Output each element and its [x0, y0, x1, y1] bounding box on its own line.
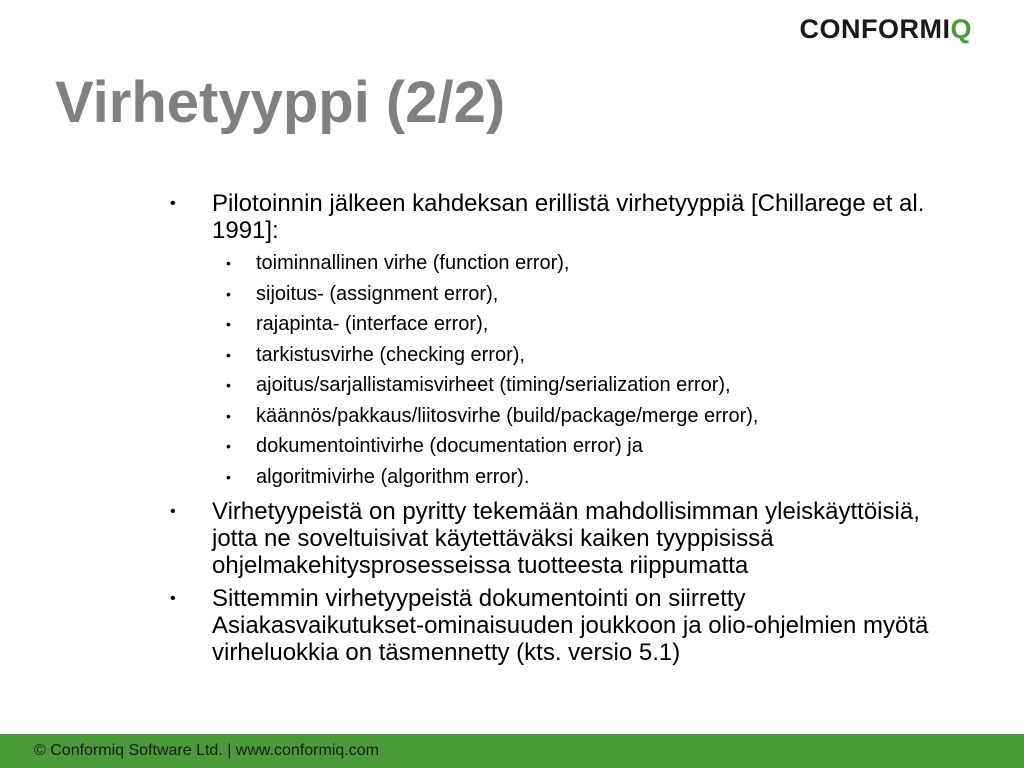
bullet-list	[170, 190, 950, 666]
sub-bullet-item	[212, 309, 950, 340]
sub-bullet-marker: •	[226, 285, 231, 302]
bullet-marker: •	[170, 590, 176, 607]
sub-bullet-marker: •	[226, 316, 231, 332]
bullet-text: Virhetyypeistä on pyritty tekemään mahdollisimman yleiskäyttöisiä, jotta ne soveltuisivat käytettäväksi kaiken tyyppisissä ohjelmakehitysprosesseissa tuotteesta riippumatta	[212, 498, 920, 579]
sub-bullet-item	[212, 279, 950, 310]
sub-bullet-item	[212, 401, 950, 432]
sub-bullet-list	[212, 248, 950, 492]
sub-bullet-text: algoritmivirhe (algorithm error).	[256, 465, 530, 488]
sub-bullet-text: rajapinta- (interface error),	[256, 313, 489, 335]
sub-bullet-marker: •	[226, 255, 231, 271]
bullet-text: Sittemmin virhetyypeistä dokumentointi on siirretty Asiakasvaikutukset-ominaisuuden joukkoon ja olio-ohjelmien myötä virheluokkia on täsmennetty (kts. versio 5.1)	[212, 585, 929, 666]
sub-bullet-text: toiminnallinen virhe (function error),	[256, 252, 570, 274]
slide-title: Virhetyyppi (2/2)	[55, 70, 506, 135]
sub-bullet-marker: •	[226, 377, 231, 393]
sub-bullet-item	[212, 248, 950, 279]
sub-bullet-text: käännös/pakkaus/liitosvirhe (build/package/merge error),	[256, 404, 759, 427]
footer-bar	[0, 734, 1024, 768]
bullet-text: Pilotoinnin jälkeen kahdeksan erillistä virhetyyppiä [Chillarege et al. 1991]:	[212, 190, 925, 244]
logo-accent-letter: Q	[950, 14, 972, 44]
sub-bullet-item	[212, 431, 950, 462]
conformiq-logo	[800, 12, 973, 46]
bullet-item	[170, 585, 950, 666]
sub-bullet-text: tarkistusvirhe (checking error),	[256, 343, 525, 366]
slide-content	[170, 190, 950, 672]
sub-bullet-marker: •	[226, 346, 231, 363]
bullet-item	[170, 498, 950, 579]
sub-bullet-item	[212, 340, 950, 371]
sub-bullet-marker: •	[226, 407, 231, 424]
sub-bullet-marker: •	[226, 438, 231, 454]
sub-bullet-text: dokumentointivirhe (documentation error) ja	[256, 435, 643, 457]
sub-bullet-text: ajoitus/sarjallistamisvirheet (timing/serialization error),	[256, 374, 731, 396]
sub-bullet-marker: •	[226, 468, 231, 485]
sub-bullet-item	[212, 370, 950, 401]
bullet-marker: •	[170, 503, 176, 520]
sub-bullet-item	[212, 462, 950, 493]
bullet-marker: •	[170, 195, 176, 212]
sub-bullet-text: sijoitus- (assignment error),	[256, 282, 499, 305]
footer-copyright: © Conformiq Software Ltd. | www.conformiq.com	[34, 742, 379, 759]
logo-text: CONFORMI	[799, 14, 951, 44]
bullet-item	[170, 190, 950, 492]
